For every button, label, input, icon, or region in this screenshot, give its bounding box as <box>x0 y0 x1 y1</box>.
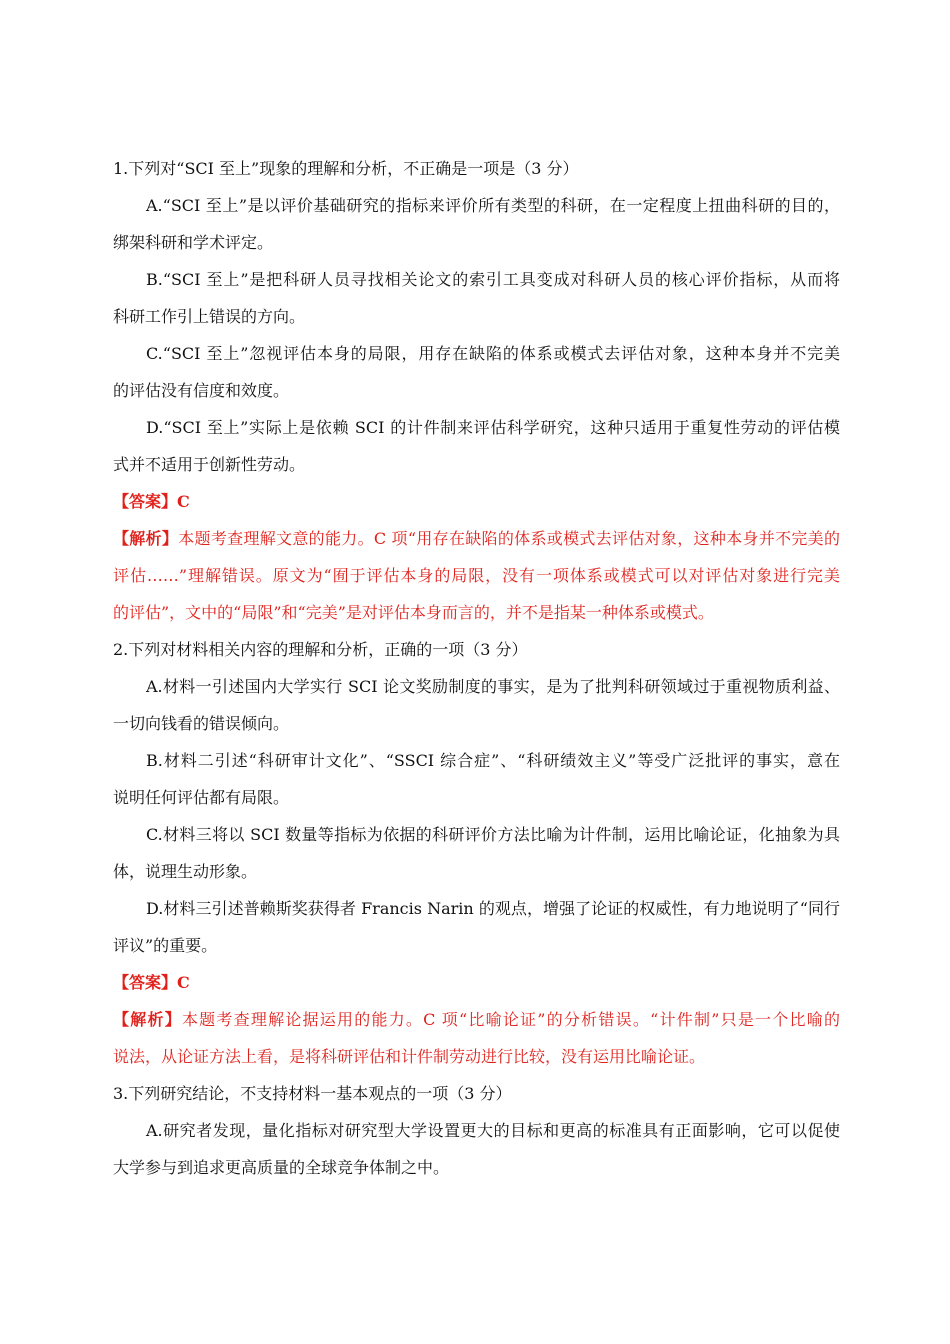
q2-option-b-line2: 说明任何评估都有局限。 <box>113 788 290 807</box>
question-2-stem: 2.下列对材料相关内容的理解和分析，正确的一项（3 分） <box>113 640 528 659</box>
q1-option-b-line2: 科研工作引上错误的方向。 <box>113 307 306 326</box>
q1-explanation-line2: 评估……”理解错误。原文为“囿于评估本身的局限，没有一项体系或模式可以对评估对象进行完美 <box>113 566 840 585</box>
q2-option-c-line2: 体，说理生动形象。 <box>113 862 258 881</box>
q1-option-d-line2: 式并不适用于创新性劳动。 <box>113 455 306 474</box>
q2-explanation-line2: 说法，从论证方法上看，是将科研评估和计件制劳动进行比较，没有运用比喻论证。 <box>113 1047 706 1066</box>
document-page <box>113 150 840 1186</box>
q2-option-a-line1: A.材料一引述国内大学实行 SCI 论文奖励制度的事实，是为了批判科研领域过于重视物质利益、 <box>146 677 840 696</box>
q1-explanation-line1 <box>113 520 840 557</box>
q2-option-c-line1: C.材料三将以 SCI 数量等指标为依据的科研评价方法比喻为计件制，运用比喻论证，化抽象为具 <box>146 825 840 844</box>
q2-option-d-line1: D.材料三引述普赖斯奖获得者 Francis Narin 的观点，增强了论证的权威性，有力地说明了“同行 <box>146 899 840 918</box>
q2-explanation-tag: 【解析】 <box>113 1010 182 1029</box>
q1-option-c-line1: C.“SCI 至上”忽视评估本身的局限，用存在缺陷的体系或模式去评估对象，这种本身并不完美 <box>146 344 840 363</box>
q1-option-c-line2: 的评估没有信度和效度。 <box>113 381 290 400</box>
q1-option-a-line2: 绑架科研和学术评定。 <box>113 233 274 252</box>
q1-option-a-line1: A.“SCI 至上”是以评价基础研究的指标来评价所有类型的科研，在一定程度上扭曲科研的目的， <box>146 196 840 215</box>
q2-explanation-line1 <box>113 1001 840 1038</box>
q1-explanation-text1: 本题考查理解文意的能力。C 项“用存在缺陷的体系或模式去评估对象，这种本身并不完美的 <box>178 529 840 548</box>
question-1-stem: 1.下列对“SCI 至上”现象的理解和分析，不正确是一项是（3 分） <box>113 159 579 178</box>
q2-option-a-line2: 一切向钱看的错误倾向。 <box>113 714 290 733</box>
q1-explanation-tag: 【解析】 <box>113 529 179 548</box>
q2-answer: 【答案】C <box>113 973 190 992</box>
question-3-stem: 3.下列研究结论，不支持材料一基本观点的一项（3 分） <box>113 1084 512 1103</box>
q1-explanation-line3: 的评估”，文中的“局限”和“完美”是对评估本身而言的，并不是指某一种体系或模式。 <box>113 603 714 622</box>
q2-option-b-line1: B.材料二引述“科研审计文化”、“SSCI 综合症”、“科研绩效主义”等受广泛批评的事实，意在 <box>146 751 840 770</box>
q2-explanation-text1: 本题考查理解论据运用的能力。C 项“比喻论证”的分析错误。“计件制”只是一个比喻的 <box>181 1010 840 1029</box>
q1-answer: 【答案】C <box>113 492 190 511</box>
q3-option-a-line1: A.研究者发现，量化指标对研究型大学设置更大的目标和更高的标准具有正面影响，它可以促使 <box>146 1121 840 1140</box>
q1-option-b-line1: B.“SCI 至上”是把科研人员寻找相关论文的索引工具变成对科研人员的核心评价指标，从而将 <box>146 270 840 289</box>
q1-option-d-line1: D.“SCI 至上”实际上是依赖 SCI 的计件制来评估科学研究，这种只适用于重复性劳动的评估模 <box>146 418 840 437</box>
q2-option-d-line2: 评议”的重要。 <box>113 936 218 955</box>
q3-option-a-line2: 大学参与到追求更高质量的全球竞争体制之中。 <box>113 1158 450 1177</box>
